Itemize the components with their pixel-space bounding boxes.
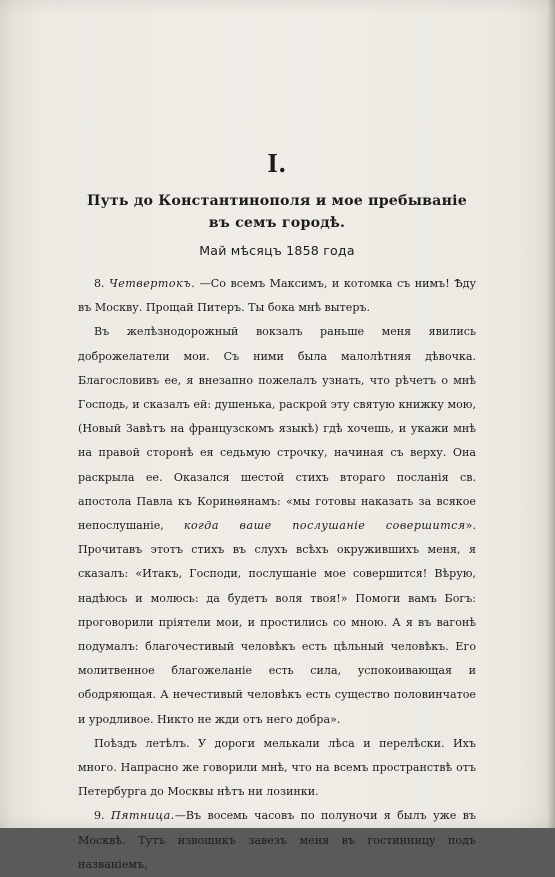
page-content	[78, 148, 476, 877]
entry-day: Пятница.	[110, 809, 175, 823]
entry-number: 9.	[94, 809, 105, 823]
paragraph-thursday	[78, 272, 476, 320]
paragraph-friday	[78, 804, 476, 877]
scripture-quote: когда ваше послушаніе совершится	[183, 519, 466, 533]
entry-number: 8.	[94, 277, 105, 290]
paragraph-text: —Со всемъ Максимъ, и котомка съ нимъ! Ѣду въ Москву. Прощай Питеръ. Ты бока мнѣ вытеръ.	[78, 277, 476, 315]
paragraph-train	[78, 732, 476, 805]
paragraph-text: —Въ восемь часовъ по полуночи я былъ уже въ Москвѣ. Тутъ извощикъ завезъ меня въ гостинницу подъ названіемъ,	[78, 809, 476, 871]
date-line: Май мѣсяцъ 1858 года	[199, 243, 355, 258]
paragraph-station	[78, 320, 476, 731]
body-text	[78, 272, 476, 877]
paragraph-text: ». Прочитавъ этотъ стихъ въ слухъ всѣхъ окружившихъ меня, я сказалъ: «Итакъ, Господи, послушаніе мое совершится! Вѣрую, надѣюсь и молюсь: да будетъ воля твоя!» Помоги вамъ Богъ: проговорили пріятели мои, и простились со мною. А я въ вагонѣ подумалъ: благочестивый человѣкъ есть цѣльный человѣкъ. Его молитвенное благожеланіе есть сила, успокоивающая и ободряющая. А нечестивый человѣкъ есть существо половинчатое и уродливое. Никто не жди отъ него добра».	[78, 519, 476, 726]
chapter-title: Путь до Константинополя и мое пребываніе въ семъ городѣ.	[87, 193, 467, 231]
entry-day: Четвертокъ.	[109, 277, 196, 290]
paragraph-text: Въ желѣзнодорожный вокзалъ раньше меня явились доброжелатели мои. Съ ними была малолѣтняя дѣвочка. Благословивъ ее, я внезапно пожелалъ узнать, что рѣчетъ о мнѣ Господь, и сказалъ ей: душенька, раскрой эту святую книжку мою, (Новый Завѣтъ на французскомъ языкѣ) гдѣ хочешь, и укажи мнѣ на правой сторонѣ ея седьмую строчку, начиная съ верху. Она раскрыла ее. Оказался шестой стихъ втораго посланія св. апостола Павла къ Коринѳянамъ: «мы готовы наказать за всякое непослушаніе,	[78, 325, 476, 533]
paragraph-text: Поѣздъ летѣлъ. У дороги мелькали лѣса и перелѣски. Ихъ много. Напрасно же говорили мнѣ, что на всемъ пространствѣ отъ Петербурга до Москвы нѣтъ ни лозинки.	[78, 736, 476, 799]
chapter-number: I.	[267, 148, 287, 178]
